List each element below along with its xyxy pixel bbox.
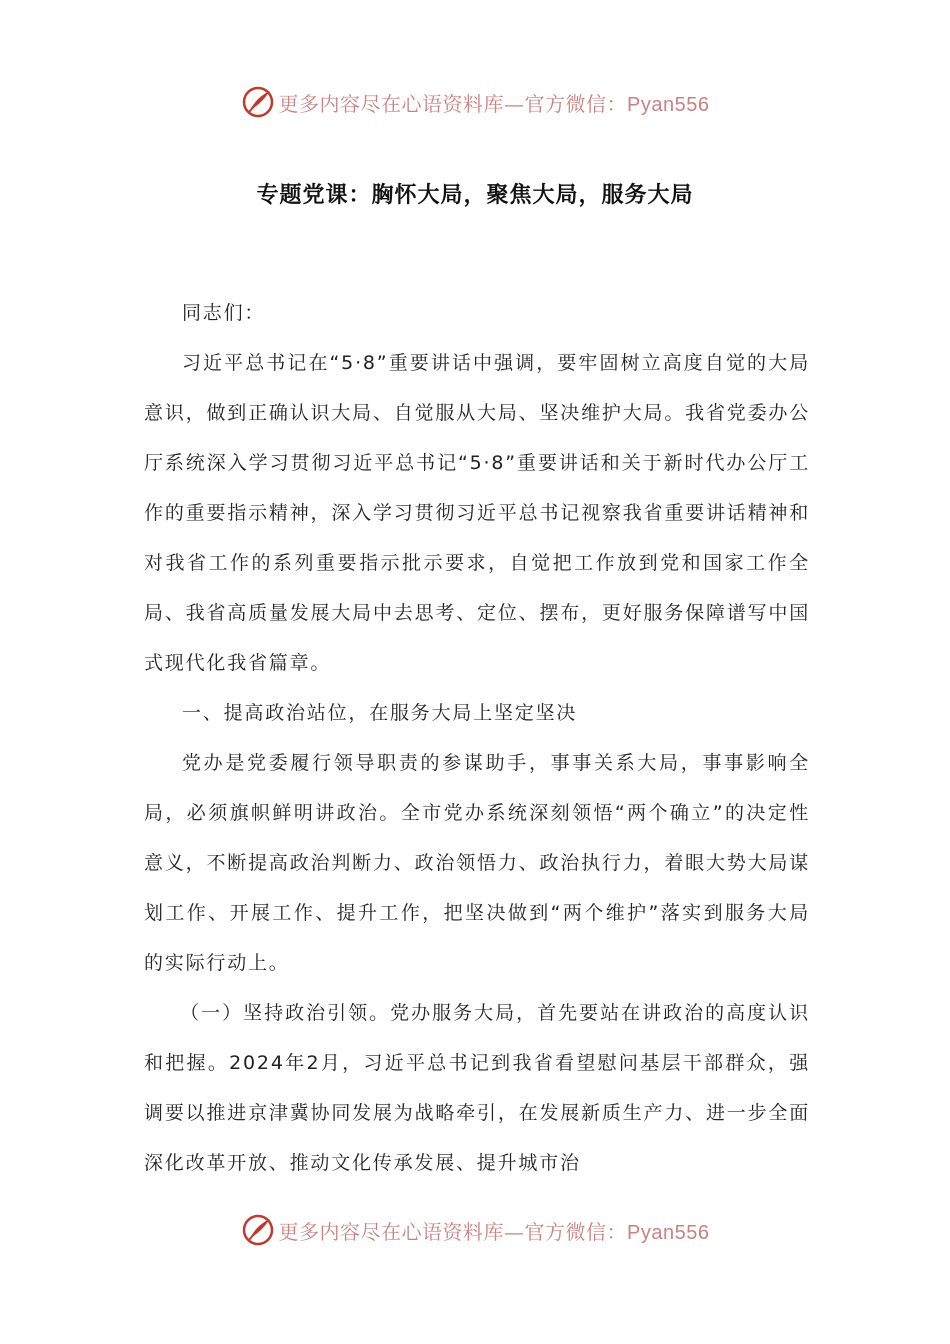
watermark-text: 更多内容尽在心语资料库—官方微信：Pyan556 [278,91,710,116]
paragraph: 习近平总书记在“5·8”重要讲话中强调，要牢固树立高度自觉的大局意识，做到正确认识大局、自觉服从大局、坚决维护大局。我省党委办公厅系统深入学习贯彻习近平总书记“5·8”重要讲话和关于新时代办公厅工作的重要指示精神，深入学习贯彻习近平总书记视察我省重要讲话精神和对我省工作的系列重要指示批示要求，自觉把工作放到党和国家工作全局、我省高质量发展大局中去思考、定位、摆布，更好服务保障谱写中国式现代化我省篇章。 [144,352,810,674]
wechat-id: Pyan556 [627,1221,710,1244]
watermark-header [0,82,950,122]
document-body [144,288,810,1188]
quill-logo-icon [241,85,275,119]
paragraph: 党办是党委履行领导职责的参谋助手，事事关系大局，事事影响全局，必须旗帜鲜明讲政治。全市党办系统深刻领悟“两个确立”的决定性意义，不断提高政治判断力、政治领悟力、政治执行力，着眼大势大局谋划工作、开展工作、提升工作，把坚决做到“两个维护”落实到服务大局的实际行动上。 [144,752,810,974]
salutation: 同志们： [182,302,266,324]
document-title: 专题党课：胸怀大局，聚焦大局，服务大局 [256,183,694,208]
watermark-footer [0,1210,950,1250]
section-heading: 一、提高政治站位，在服务大局上坚定坚决 [182,702,578,724]
subsection-paragraph: （一）坚持政治引领。党办服务大局，首先要站在讲政治的高度认识和把握。2024年2月，习近平总书记到我省看望慰问基层干部群众，强调要以推进京津冀协同发展为战略牵引，在发展新质生产力、进一步全面深化改革开放、推动文化传承发展、提升城市治 [144,1002,810,1174]
wechat-id: Pyan556 [627,93,710,116]
watermark-text: 更多内容尽在心语资料库—官方微信：Pyan556 [278,1219,710,1244]
quill-logo-icon [241,1213,275,1247]
